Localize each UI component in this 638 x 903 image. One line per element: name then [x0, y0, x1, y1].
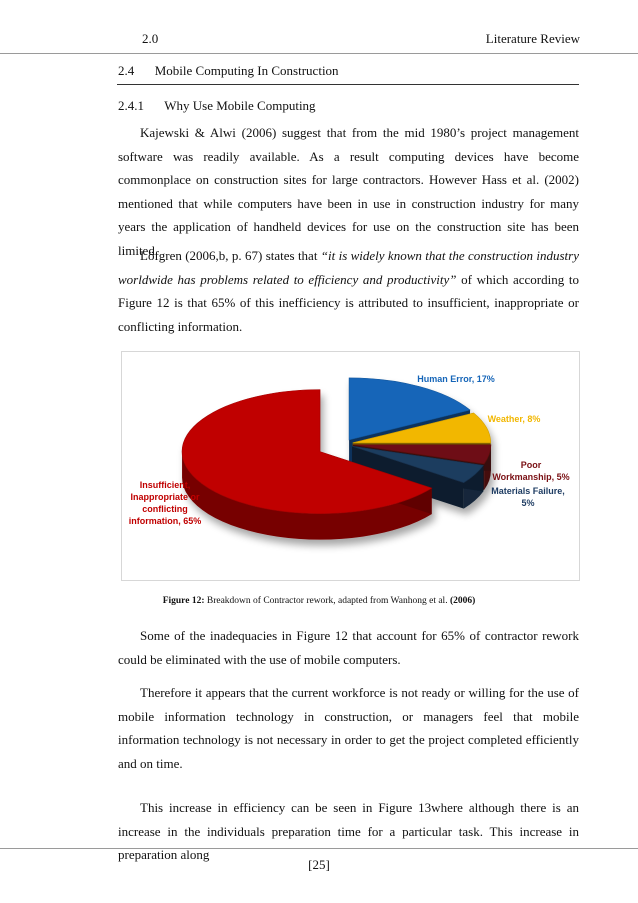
pie-chart: [122, 352, 579, 580]
header-section-number: 2.0: [142, 31, 159, 46]
pie-label-2: Weather, 8%: [487, 414, 541, 424]
footer-rule: [0, 848, 638, 849]
pie-label-1: Human Error, 17%: [417, 374, 495, 384]
subsection-number: 2.4.1: [118, 98, 144, 113]
page-number: [25]: [308, 857, 330, 872]
section-number: 2.4: [118, 63, 135, 78]
header-chapter-title: Literature Review: [485, 31, 580, 46]
header-rule: [0, 53, 638, 54]
paragraph-4-text: Therefore it appears that the current workforce is not ready or willing for the use of mobile information technology in construction, or managers feel that mobile information technology is not necessary in order to get the project completed efficiently and on time.: [118, 685, 579, 771]
pie-label-4: Materials Failure, 5%: [491, 486, 565, 508]
paragraph-1: [118, 121, 579, 262]
caption-label: Figure 12:: [162, 596, 205, 606]
paragraph-3-text: Some of the inadequacies in Figure 12 that account for 65% of contractor rework could be eliminated with the use of mobile computers.: [118, 628, 579, 667]
subsection-title: Why Use Mobile Computing: [164, 98, 316, 113]
paragraph-5: [118, 796, 579, 867]
paragraph-3: [118, 624, 579, 671]
paragraph-1-text: Kajewski & Alwi (2006) suggest that from the mid 1980’s project management software was readily available. As a result computing devices have become commonplace on construction sites for large contractors. However Hass et al. (2002) mentioned that while computers have been in use in construction industry for many years the application of handheld devices for use on the construction site has been limited.: [118, 125, 579, 258]
caption-year: (2006): [449, 596, 476, 606]
section-rule: [117, 84, 579, 85]
paragraph-2: [118, 244, 579, 338]
paragraph-2-quote: “it is widely known that the construction industry worldwide has problems related to efficiency and productivity”: [118, 248, 579, 287]
subsection-heading: [118, 98, 316, 114]
section-heading: [118, 63, 339, 79]
paragraph-2-tail: of which according to Figure 12 is that 65% of this inefficiency is attributed to insufficient, inappropriate or conflicting information.: [118, 271, 579, 334]
section-title: Mobile Computing In Construction: [154, 63, 339, 78]
pie-label-3: Poor Workmanship, 5%: [492, 460, 570, 482]
paragraph-5-text: This increase in efficiency can be seen in Figure 13where although there is an increase in the individuals preparation time for a particular task. This increase in preparation along: [118, 800, 579, 862]
caption-text: Breakdown of Contractor rework, adapted from Wanhong et al.: [204, 596, 450, 606]
figure-12-caption: [0, 596, 638, 606]
paragraph-4: [118, 681, 579, 775]
pie-label-5: Insufficient, Inappropriate or conflicting information, 65%: [128, 480, 202, 526]
figure-12-chart-frame: [121, 351, 580, 581]
paragraph-2-lead: Löfgren (2006,b, p. 67) states that: [140, 248, 321, 263]
